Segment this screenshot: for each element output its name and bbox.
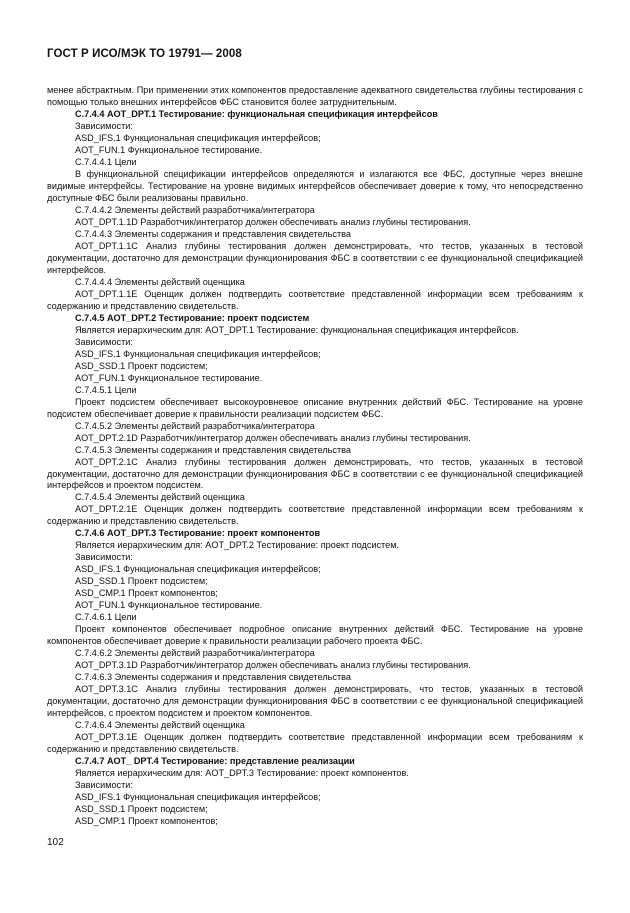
- paragraph: AOT_DPT.1.1E Оценщик должен подтвердить соответствие представленной информации всем требованиям к содержанию и представлению свидетельств.: [47, 288, 583, 311]
- paragraph: AOT_DPT.2.1C Анализ глубины тестирования должен демонстрировать, что тестов, указанных в тестовой документации, достаточно для демонстрации функционирования ФБС в соответствии с ее функциональной спецификацией интерфейсов и проектом подсистем.: [47, 456, 583, 491]
- paragraph: Зависимости:: [75, 780, 133, 791]
- paragraph: ASD_IFS.1 Функциональная спецификация интерфейсов;: [75, 792, 321, 803]
- page-number: 102: [47, 837, 64, 848]
- paragraph: ASD_CMP.1 Проект компонентов;: [75, 816, 218, 827]
- paragraph: AOT_DPT.3.1E Оценщик должен подтвердить соответствие представленной информации всем требованиям к содержанию и представлению свидетельств.: [47, 732, 583, 755]
- paragraph: AOT_DPT.2.1D Разработчик/интегратор должен обеспечивать анализ глубины тестирования.: [75, 432, 471, 443]
- paragraph: AOT_DPT.2.1E Оценщик должен подтвердить соответствие представленной информации всем требованиям к содержанию и представлению свидетельств.: [47, 504, 583, 527]
- page-header: ГОСТ Р ИСО/МЭК ТО 19791— 2008: [47, 48, 242, 60]
- paragraph: ASD_CMP.1 Проект компонентов;: [75, 588, 218, 599]
- paragraph: С.7.4.5.1 Цели: [75, 384, 137, 395]
- paragraph: AOT_FUN.1 Функциональное тестирование.: [75, 372, 263, 383]
- section-heading: С.7.4.7 AOT_ DPT.4 Тестирование: представление реализации: [75, 756, 355, 767]
- paragraph: ASD_SSD.1 Проект подсистем;: [75, 576, 208, 587]
- paragraph: С.7.4.5.4 Элементы действий оценщика: [75, 492, 245, 503]
- paragraph: Зависимости:: [75, 120, 133, 131]
- document-body: [47, 85, 583, 828]
- paragraph: ASD_SSD.1 Проект подсистем;: [75, 360, 208, 371]
- paragraph: AOT_FUN.1 Функциональное тестирование.: [75, 144, 263, 155]
- paragraph: Зависимости:: [75, 552, 133, 563]
- paragraph: С.7.4.6.4 Элементы действий оценщика: [75, 720, 245, 731]
- section-heading: С.7.4.5 AOT_DPT.2 Тестирование: проект подсистем: [75, 312, 310, 323]
- paragraph: AOT_DPT.1.1C Анализ глубины тестирования должен демонстрировать, что тестов, указанных в тестовой документации, достаточно для демонстрации функционирования ФБС в соответствии с ее функциональной спецификацией интерфейсов.: [47, 240, 583, 275]
- section-heading: С.7.4.4 AOT_DPT.1 Тестирование: функциональная спецификация интерфейсов: [75, 108, 438, 119]
- paragraph: С.7.4.5.2 Элементы действий разработчика/интегратора: [75, 420, 315, 431]
- section-heading: С.7.4.6 AOT_DPT.3 Тестирование: проект компонентов: [75, 528, 321, 539]
- paragraph: Проект подсистем обеспечивает высокоуровневое описание внутренних действий ФБС. Тестирование на уровне подсистем обеспечивает доверие к правильности реализации подсистем ФБС.: [47, 396, 583, 419]
- paragraph: менее абстрактным. При применении этих компонентов предоставление адекватного свидетельства глубины тестирования с помощью только внешних интерфейсов ФБС становится более затруднительным.: [47, 85, 583, 107]
- paragraph: ASD_IFS.1 Функциональная спецификация интерфейсов;: [75, 132, 321, 143]
- paragraph: ASD_IFS.1 Функциональная спецификация интерфейсов;: [75, 564, 321, 575]
- paragraph: В функциональной спецификации интерфейсов определяются и излагаются все ФБС, доступные через внешне видимые интерфейсы. Тестирование на уровне видимых интерфейсов обеспечивает доверие к тому, что непосредственно доступные ФБС были реализованы правильно.: [47, 168, 583, 203]
- paragraph: С.7.4.4.3 Элементы содержания и представления свидетельства: [75, 228, 351, 239]
- paragraph: ASD_IFS.1 Функциональная спецификация интерфейсов;: [75, 348, 321, 359]
- paragraph: AOT_DPT.1.1D Разработчик/интегратор должен обеспечивать анализ глубины тестирования.: [75, 216, 471, 227]
- paragraph: AOT_DPT.3.1C Анализ глубины тестирования должен демонстрировать, что тестов, указанных в тестовой документации, достаточно для демонстрации функционирования ФБС в соответствии с ее функциональной спецификацией интерфейсов, с проектом подсистем и проектом компонентов.: [47, 684, 583, 719]
- paragraph: С.7.4.4.2 Элементы действий разработчика/интегратора: [75, 204, 315, 215]
- paragraph: ASD_SSD.1 Проект подсистем;: [75, 804, 208, 815]
- paragraph: С.7.4.4.1 Цели: [75, 156, 137, 167]
- paragraph: Является иерархическим для: AOT_DPT.2 Тестирование: проект подсистем.: [75, 540, 400, 551]
- paragraph: Является иерархическим для: AOT_DPT.3 Тестирование: проект компонентов.: [75, 768, 409, 779]
- paragraph: С.7.4.6.1 Цели: [75, 612, 137, 623]
- paragraph: AOT_FUN.1 Функциональное тестирование.: [75, 600, 263, 611]
- paragraph: С.7.4.5.3 Элементы содержания и представления свидетельства: [75, 444, 351, 455]
- paragraph: Является иерархическим для: AOT_DPT.1 Тестирование: функциональная спецификация интерфейсов.: [75, 324, 519, 335]
- paragraph: AOT_DPT.3.1D Разработчик/интегратор должен обеспечивать анализ глубины тестирования.: [75, 660, 471, 671]
- paragraph: Проект компонентов обеспечивает подробное описание внутренних действий ФБС. Тестирование на уровне компонентов обеспечивает доверие к правильности реализации рабочего проекта ФБС.: [47, 624, 583, 647]
- paragraph: С.7.4.6.3 Элементы содержания и представления свидетельства: [75, 672, 351, 683]
- paragraph: С.7.4.4.4 Элементы действий оценщика: [75, 276, 245, 287]
- paragraph: С.7.4.6.2 Элементы действий разработчика/интегратора: [75, 648, 315, 659]
- paragraph: Зависимости:: [75, 336, 133, 347]
